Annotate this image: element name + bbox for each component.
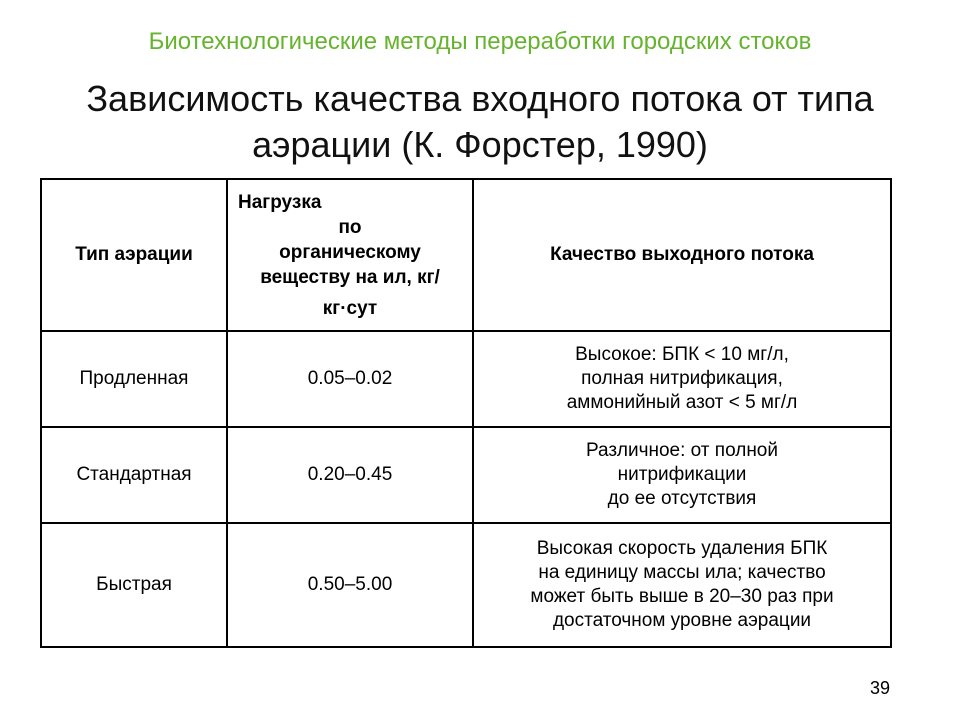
quality-line: полная нитрификация, (581, 368, 783, 389)
header-output-quality: Качество выходного потока (473, 179, 891, 331)
quality-line: аммонийный азот < 5 мг/л (566, 392, 798, 413)
table-row (41, 427, 891, 523)
header-load-line: органическому (279, 241, 421, 263)
quality-line: Высокое: БПК < 10 мг/л, (575, 344, 789, 365)
quality-line: Различное: от полной (585, 440, 778, 461)
header-organic-load (227, 179, 473, 331)
aeration-table (40, 178, 892, 648)
quality-line: может быть выше в 20–30 раз при (530, 586, 834, 607)
title-line-2: аэрации (К. Форстер, 1990) (252, 124, 708, 165)
cell-organic-load: 0.05–0.02 (227, 331, 473, 427)
header-load-line: веществу на ил, кг/ (260, 266, 440, 288)
cell-organic-load: 0.20–0.45 (227, 427, 473, 523)
header-load-line: кг·сут (322, 297, 378, 319)
header-load-line: Нагрузка (238, 191, 322, 213)
cell-output-quality (473, 331, 891, 427)
quality-line: достаточном уровне аэрации (552, 610, 812, 631)
cell-aeration-type: Стандартная (41, 427, 227, 523)
slide-subtitle: Биотехнологические методы переработки городских стоков (148, 28, 812, 55)
cell-organic-load: 0.50–5.00 (227, 523, 473, 647)
table-row (41, 331, 891, 427)
quality-line: до ее отсутствия (607, 488, 757, 509)
table-row (41, 523, 891, 647)
cell-output-quality (473, 427, 891, 523)
quality-line: Высокая скорость удаления БПК (536, 538, 828, 559)
cell-aeration-type: Быстрая (41, 523, 227, 647)
cell-aeration-type: Продленная (41, 331, 227, 427)
header-aeration-type: Тип аэрации (41, 179, 227, 331)
quality-line: нитрификации (617, 464, 747, 485)
cell-output-quality (473, 523, 891, 647)
table-header-row (41, 179, 891, 331)
header-load-line: по (338, 216, 362, 238)
quality-line: на единицу массы ила; качество (538, 562, 826, 583)
title-line-1: Зависимость качества входного потока от типа (86, 78, 874, 119)
slide-title (40, 76, 920, 168)
page-number: 39 (870, 678, 891, 698)
